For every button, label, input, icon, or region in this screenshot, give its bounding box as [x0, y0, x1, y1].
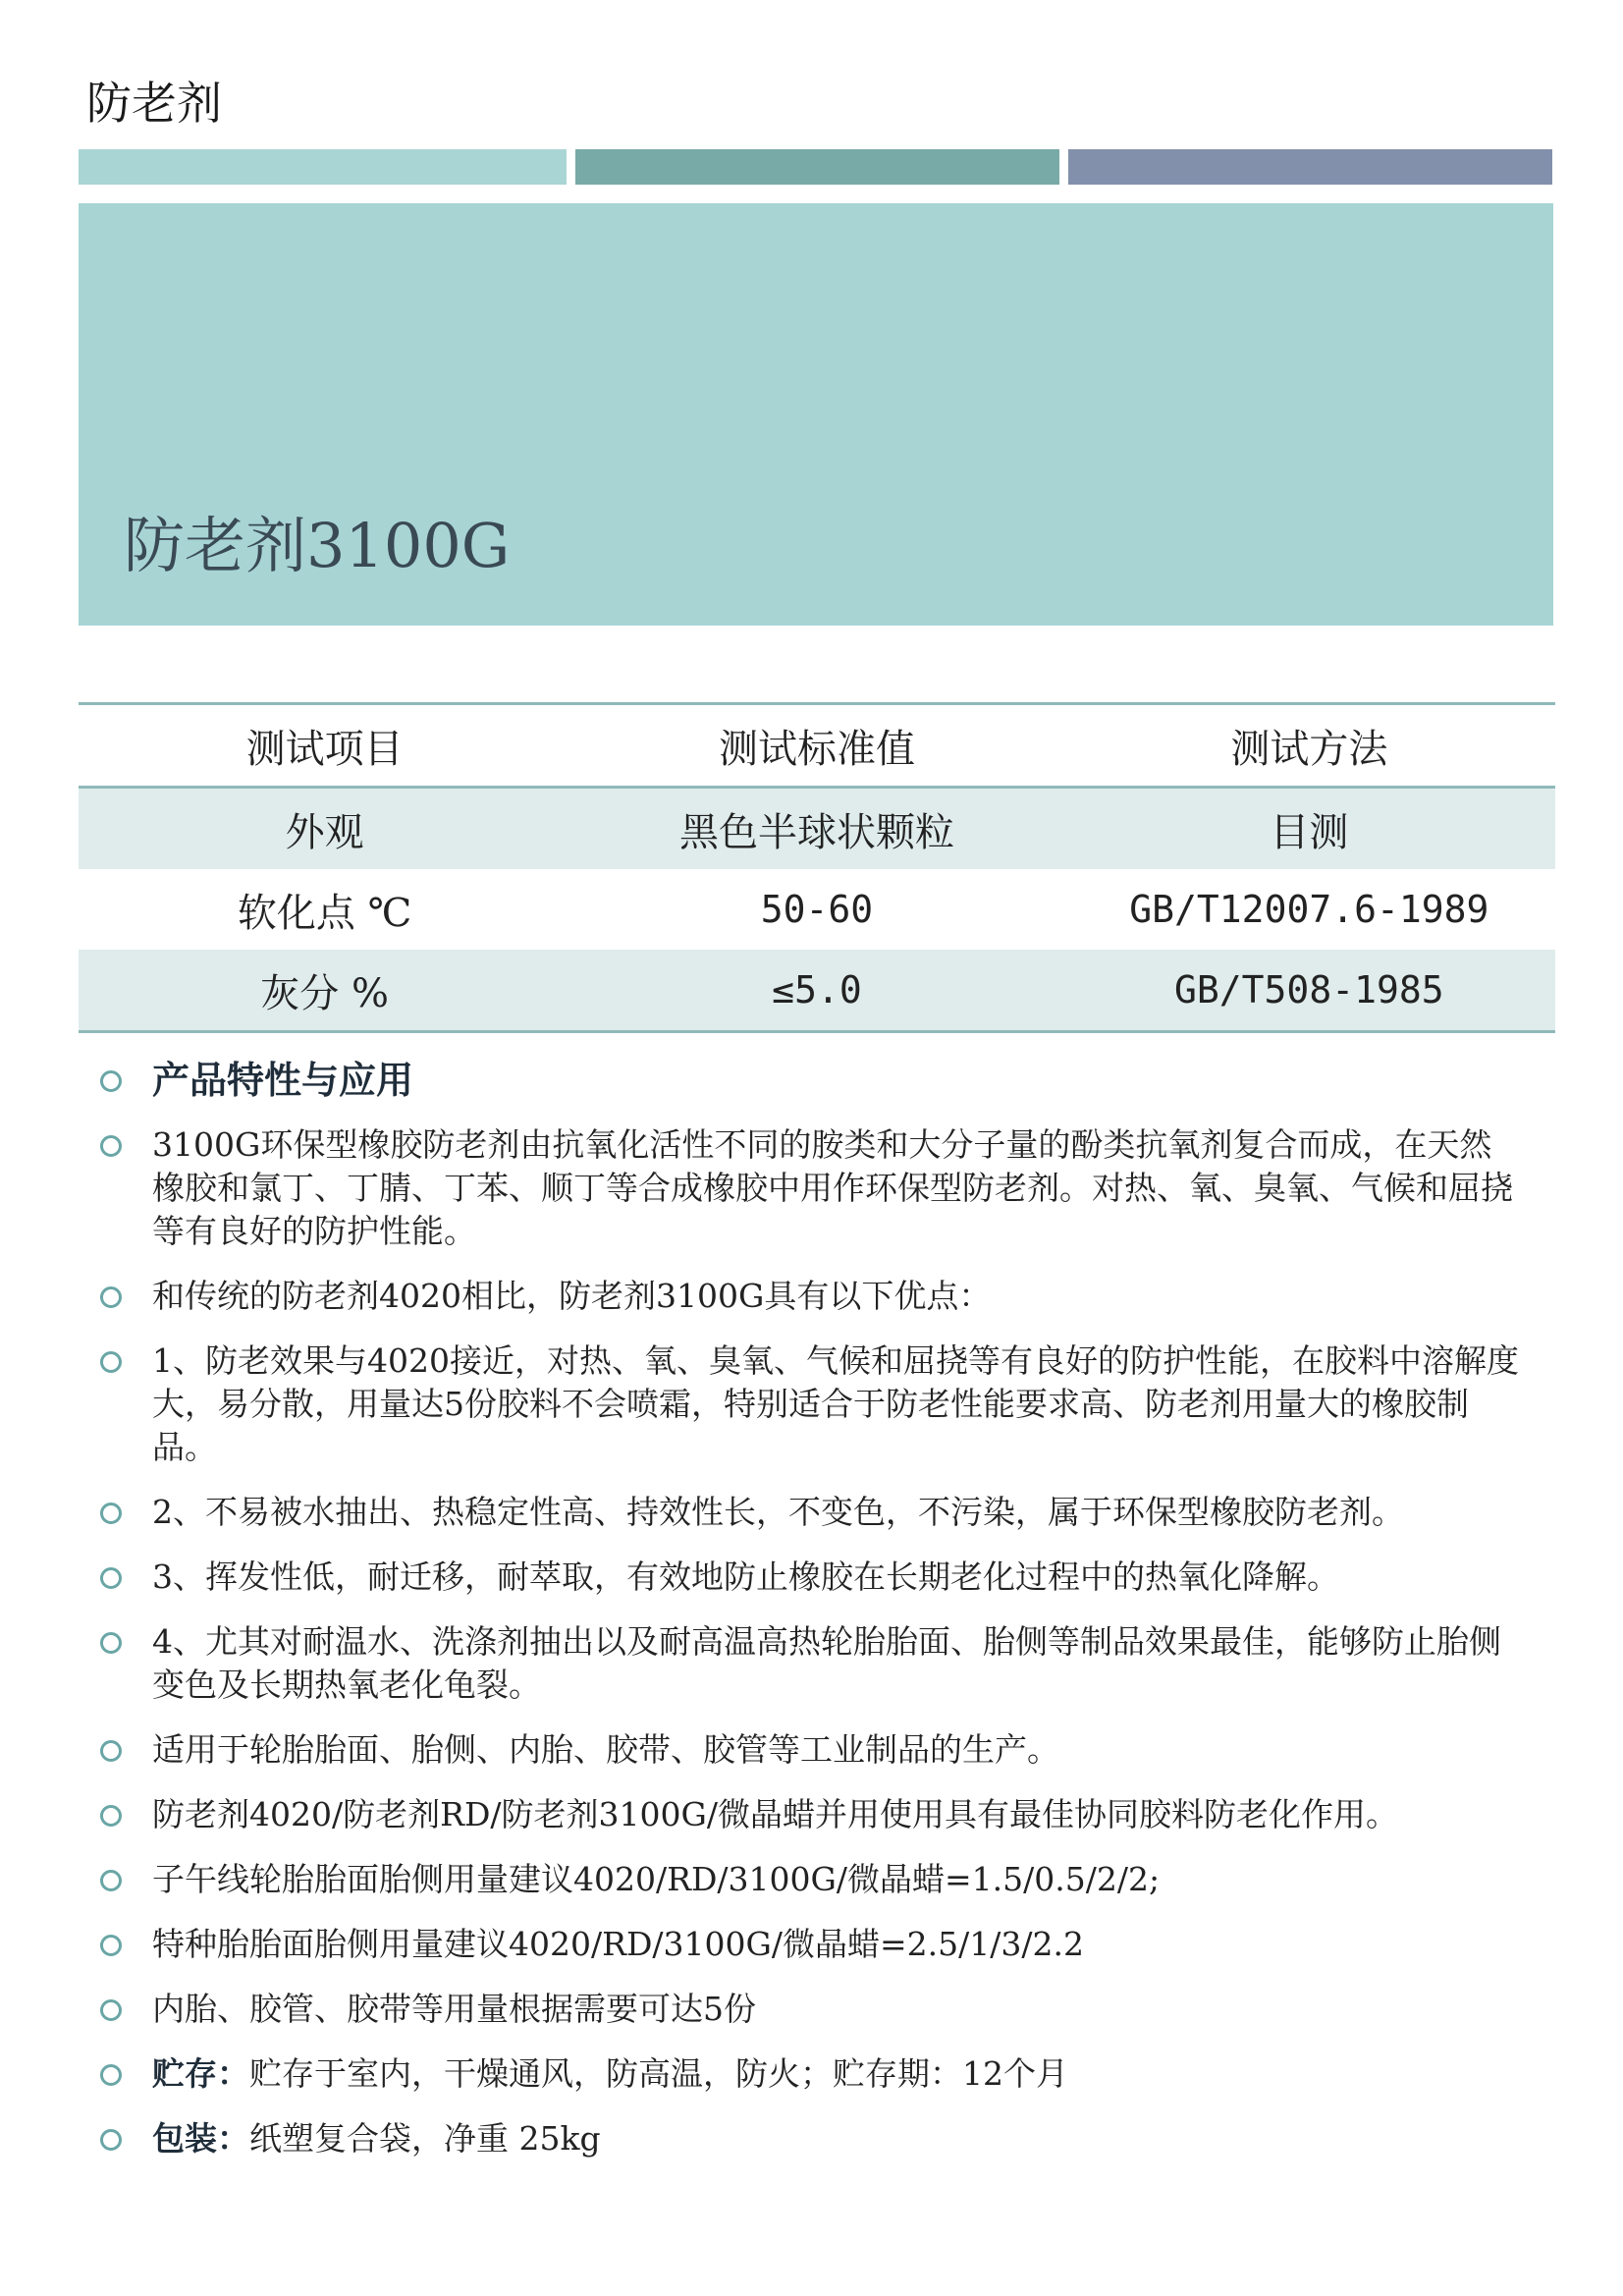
table-cell: 软化点 ℃ — [237, 890, 412, 936]
list-item-text: 子午线轮胎胎面胎侧用量建议4020/RD/3100G/微晶蜡=1.5/0.5/2/2; — [152, 1860, 1161, 1898]
list-item-text: 内胎、胶管、胶带等用量根据需要可达5份 — [152, 1990, 756, 2028]
spec-table — [79, 702, 1555, 1033]
col-header-standard: 测试标准值 — [718, 726, 915, 772]
table-cell: 外观 — [285, 809, 364, 855]
table-cell: 50-60 — [760, 888, 874, 931]
table-cell: 目测 — [1270, 809, 1349, 855]
list-item-text: 纸塑复合袋，净重 25kg — [249, 2119, 601, 2158]
page-header-title: 防老剂 — [86, 77, 222, 130]
list-item — [79, 1988, 1522, 2031]
storage-label: 贮存： — [152, 2054, 249, 2093]
circle-bullet-icon — [100, 1503, 122, 1524]
col-header-method: 测试方法 — [1230, 726, 1388, 772]
list-item — [79, 2052, 1522, 2096]
table-row — [79, 950, 1555, 1032]
circle-bullet-icon — [100, 1351, 122, 1373]
header-stripe-1 — [79, 149, 567, 185]
list-item-text: 和传统的防老剂4020相比，防老剂3100G具有以下优点： — [152, 1277, 992, 1315]
list-item — [79, 1339, 1522, 1469]
list-item-text: 防老剂4020/防老剂RD/防老剂3100G/微晶蜡并用使用具有最佳协同胶料防老化作用。 — [152, 1795, 1398, 1833]
list-item — [79, 1556, 1522, 1599]
table-cell: 灰分 % — [260, 970, 390, 1016]
col-header-item: 测试项目 — [245, 726, 404, 772]
circle-bullet-icon — [100, 2064, 122, 2086]
table-cell: GB/T508-1985 — [1174, 968, 1444, 1011]
circle-bullet-icon — [100, 1286, 122, 1308]
list-item-text: 3、挥发性低，耐迁移，耐萃取，有效地防止橡胶在长期老化过程中的热氧化降解。 — [152, 1558, 1339, 1596]
table-cell: GB/T12007.6-1989 — [1129, 888, 1489, 931]
feature-list — [79, 1059, 1522, 2182]
list-item — [79, 2117, 1522, 2160]
table-row — [79, 788, 1555, 870]
list-item — [79, 1123, 1522, 1253]
product-title: 防老剂3100G — [124, 510, 511, 581]
list-item-text: 4、尤其对耐温水、洗涤剂抽出以及耐高温高热轮胎胎面、胎侧等制品效果最佳，能够防止胎侧变色及长期热氧老化龟裂。 — [152, 1622, 1501, 1704]
title-banner — [79, 203, 1553, 626]
table-cell: 黑色半球状颗粒 — [678, 809, 954, 855]
spec-table-header-row — [79, 704, 1555, 788]
list-item — [79, 1275, 1522, 1318]
circle-bullet-icon — [100, 1740, 122, 1762]
circle-bullet-icon — [100, 2129, 122, 2151]
section-heading: 产品特性与应用 — [152, 1058, 414, 1102]
list-item — [79, 1858, 1522, 1901]
list-item — [79, 1491, 1522, 1534]
list-item-text: 适用于轮胎胎面、胎侧、内胎、胶带、胶管等工业制品的生产。 — [152, 1730, 1059, 1769]
list-item — [79, 1059, 1522, 1102]
circle-bullet-icon — [100, 1805, 122, 1827]
packaging-label: 包装： — [152, 2119, 249, 2158]
circle-bullet-icon — [100, 1999, 122, 2021]
circle-bullet-icon — [100, 1632, 122, 1654]
list-item — [79, 1923, 1522, 1966]
table-cell: ≤5.0 — [772, 968, 862, 1011]
list-item-text: 1、防老效果与4020接近，对热、氧、臭氧、气候和屈挠等有良好的防护性能，在胶料中溶解度大，易分散，用量达5份胶料不会喷霜，特别适合于防老性能要求高、防老剂用量大的橡胶制品。 — [152, 1341, 1519, 1466]
circle-bullet-icon — [100, 1070, 122, 1092]
table-row — [79, 869, 1555, 950]
circle-bullet-icon — [100, 1135, 122, 1157]
circle-bullet-icon — [100, 1935, 122, 1956]
list-item-text: 2、不易被水抽出、热稳定性高、持效性长，不变色，不污染，属于环保型橡胶防老剂。 — [152, 1493, 1404, 1531]
circle-bullet-icon — [100, 1870, 122, 1891]
list-item-text: 贮存于室内，干燥通风，防高温，防火；贮存期：12个月 — [249, 2054, 1068, 2093]
list-item-text: 3100G环保型橡胶防老剂由抗氧化活性不同的胺类和大分子量的酚类抗氧剂复合而成，在天然橡胶和氯丁、丁腈、丁苯、顺丁等合成橡胶中用作环保型防老剂。对热、氧、臭氧、气候和屈挠等有良好的防护性能。 — [152, 1125, 1513, 1250]
header-stripe-3 — [1068, 149, 1552, 185]
circle-bullet-icon — [100, 1567, 122, 1589]
header-stripe-2 — [575, 149, 1059, 185]
list-item — [79, 1620, 1522, 1707]
list-item — [79, 1793, 1522, 1836]
list-item-text: 特种胎胎面胎侧用量建议4020/RD/3100G/微晶蜡=2.5/1/3/2.2 — [152, 1925, 1084, 1963]
list-item — [79, 1728, 1522, 1772]
